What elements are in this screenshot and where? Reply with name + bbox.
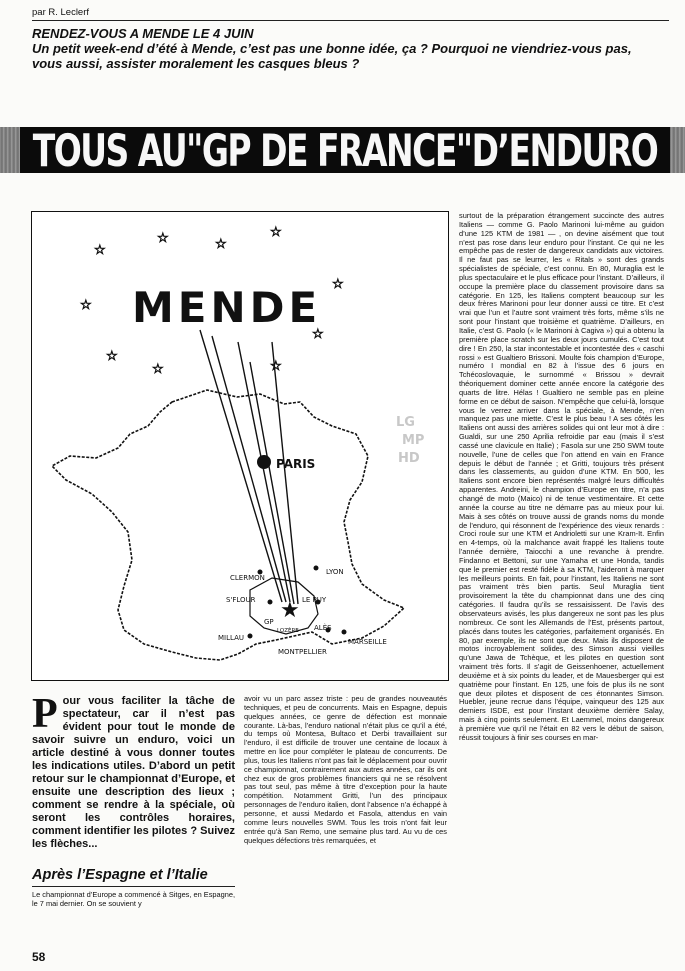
star-icon: ☆ xyxy=(106,349,118,364)
map-label-paris: PARIS xyxy=(276,457,316,471)
star-icon: ☆ xyxy=(312,327,324,342)
map-label-lozere: LOZÈRE xyxy=(277,628,299,634)
map-label-ales: ALÈS xyxy=(314,624,332,632)
star-icon: ☆ xyxy=(270,225,282,240)
map-label-marseille: MARSEILLE xyxy=(348,638,387,646)
star-icon: ☆ xyxy=(152,362,164,377)
body-paragraph: Le championnat d’Europe a commencé à Sitges, en Espagne, le 7 mai dernier. On se souvient y xyxy=(32,890,235,908)
body-column-left xyxy=(32,891,235,909)
star-icon: ☆ xyxy=(332,277,344,292)
article-title: TOUS AU"GP DE FRANCE"D’ENDURO xyxy=(32,123,658,177)
section-heading: Après l’Espagne et l’Italie xyxy=(32,867,208,883)
body-paragraph: surtout de la préparation étrangement succincte des autres Italiens — comme G. Paolo Marinoni lui-même au guidon d’une 125 KTM de 1981 — , on devine aisément que tout n’est pas rose dans leur enduro pour l’instant. Ce qui ne les empêche pas de rester de dangereux candidats aux victoires. Il ne faut pas se leurrer, les « Ritals » sont des grands spécialistes de spéciale, c’est connu. En 80, Muraglia est le plus spectaculaire et le plus efficace pour l’instant. D’ailleurs, il occupe la première place du classement provisoire dans sa catégorie. En 125, les Italiens comptent beaucoup sur les deux frères Marinoni pour leur donner aussi ce titre. Et c’est vrai que l’un et l’autre sont vraiment très forts, même s’ils ne sont pour l’instant que troisième et quatrième. D’ailleurs, en Italie, c’est G. Paolo (« le Marinoni à Cagiva ») qui a obtenu la première place scratch sur les deux jours cumulés. C’est tout dire ! En 250, la star incontestable et incontestée des « caschi rossi » est Gualtiero Brissoni. Moulte fois champion d’Europe, numéro I mondial en 82 à l’issue des 6 jours en Tchécoslovaquie, le surnommé « Brissou » devrait théoriquement dominer cette année encore la catégorie des quarts de litre. Hélas ! Gualtiero ne semble pas en pleine forme en ce début de saison. N’empêche que celui-là, lorsque vous le verrez arriver dans la spéciale, à Mende, n’en manquez pas une miette. C’est le plus beau ! A ses côtés les Italiens ont aussi des arrières solides qui ont leur mot à dire : Gualdi, sur une 250 Aprilia refroidie par eau (mais il s’est cassé une clavicule en Italie) ; Fasola sur une 250 SWM toute nouvelle, l’une de celles que l’on attend en vain en France depuis le début de l’année ; et Gritti, toujours très présent dans les classements, au guidon d’une KTM. En 500, les Italiens sont encore bien représentés malgré leurs difficultés apparentes. Andreini, le champion d’Europe en titre, n’a pas changé de moto (Maico) ni de tenue vestimentaire. Et cette année la course au titre ne démarre pas au mieux pour lui. Mais à ses côtés on trouve aussi de grands noms du monde de l’enduro, qui résonnent de l’expérience des vieux renards : Croci roule sur une KTM et Andrioletti sur une Kram-It. Enfin en 4-temps, où la malchance avait frappé les Italiens toute l’année dernière, Taiocchi a une revanche à prendre. Findanno et Bettoni, sur une Yamaha et une Honda, tandis que le premier est resté fidèle à sa KTM, l’aideront à marquer les meilleurs points. En fait, pour l’instant, les Italiens ne sont pas vraiment très bien partis. Seul Muraglia tient provisoirement la tête du championnat dans une des cinq catégories. Il faudra qu’ils se ressaisissent. De l’avis des observateurs avisés, les plus dangereux ne sont pas les plus nombreux. Ce sont les Allemands de l’Est, présents partout, placés dans toutes les catégories, parfaitement organisés. En 80, par exemple, ils ne sont que deux. Mais ils disposent de motos incroyablement solides, des Simson aussi vieilles qu’une Jawa de Tchèque, et les pilotes en question sont vraiment très forts. Il s’agit de Geissenhoener, actuellement deuxième et à six points du leader, et de Mauesberger qui est quatrième pour l’instant. En 125, une fois de plus ils ne sont que deux pilotes et disposent de ces étonnantes Simson. Huebler, jeune recrue dans l’équipe, vainqueur des 125 aux derniers ISDE, est pour l’instant deuxième derrière Salay, mais à cinq points seulement. Et Laemmel, moins dangereux à première vue qu’il ne l’était en 82 vers le début de saison, réussit toujours à finir ses courses en mar- xyxy=(459,211,664,742)
header-rule xyxy=(32,20,669,21)
body-column-middle xyxy=(244,695,447,845)
title-banner-plate xyxy=(20,123,670,177)
page-number: 58 xyxy=(32,950,46,964)
map-label-montpellier: MONTPELLIER xyxy=(278,648,327,656)
watermark-line-3: HD xyxy=(398,451,420,466)
intro-dropcap: P xyxy=(32,691,58,737)
watermark-logo xyxy=(380,415,450,475)
watermark-line-2: MP xyxy=(402,433,425,448)
france-outline xyxy=(52,390,404,660)
kicker-headline: RENDEZ-VOUS A MENDE LE 4 JUIN xyxy=(32,26,254,41)
body-paragraph: avoir vu un parc assez triste : peu de grandes nouveautés techniques, et peu de concurrents. Mais en Espagne, depuis quelques années, ce genre de défection est monnaie courante. Là-bas, l’enduro national n’était plus ce qu’il a été, du temps où Montesa, Bultaco et Derbi travaillaient sur l’enduro, il est difficile de trouver une centaine de locaux à mettre en lice pour compléter le plateau de concurrents. De plus, tous les Italiens n’ont pas fait le déplacement pour ouvrir ce championnat, contrairement aux autres années, car ils ont chez eux de gros problèmes financiers qui ne se résolvent pas tout seul, pas même à titre d’exception pour la haute compétition. Notamment Gritti, l’un des principaux personnages de l’enduro italien, dont l’absence n’a échappé à personne, et aussi Medardo et Fasola, attendus en vain comme leurs nouvelles SWM. Tous les trois n’ont fait leur entrée qu’à San Remo, une semaine plus tard. Au vu de ces quelques défections très remarquées, et xyxy=(244,694,447,845)
intro-text: our vous faciliter la tâche de spectateur, car il n’est pas évident pour tout le monde de savoir suivre un enduro, voici un article destiné à vous donner toutes les indications utiles. D’abord un petit retour sur le championnat d’Europe, et ensuite une description des lieux ; comment se rendre à la spéciale, où seront les contrôles horaires, comment identifier les pilotes ? Suivez les flèches... xyxy=(32,695,235,850)
byline: par R. Leclerf xyxy=(32,7,90,18)
section-rule xyxy=(32,886,235,887)
intro-paragraph xyxy=(32,691,235,851)
title-banner xyxy=(0,123,685,177)
map-label-lyon: LYON xyxy=(326,568,344,576)
mende-star-icon: ★ xyxy=(280,597,300,622)
kicker xyxy=(32,26,662,71)
watermark-line-1: LG xyxy=(396,415,415,430)
star-icon: ☆ xyxy=(215,237,227,252)
star-icon: ☆ xyxy=(157,231,169,246)
map-label-st-flour: S'FLOUR xyxy=(226,596,256,604)
map-label-le-puy: LE PUY xyxy=(302,596,327,604)
body-column-right xyxy=(459,212,664,743)
star-icon: ☆ xyxy=(80,298,92,313)
star-icon: ☆ xyxy=(94,243,106,258)
kicker-subhead: Un petit week-end d’été à Mende, c’est pas une bonne idée, ça ? Pourquoi ne viendriez-vous pas, vous aussi, assister moralement les casques bleus ? xyxy=(32,41,632,71)
map-label-clermont: CLERMON xyxy=(230,574,265,582)
map-label-gp: GP xyxy=(264,618,274,626)
paris-dot xyxy=(257,455,271,469)
map-title: MENDE xyxy=(132,283,322,332)
star-icon: ☆ xyxy=(270,359,282,374)
map-label-millau: MILLAU xyxy=(218,634,244,642)
